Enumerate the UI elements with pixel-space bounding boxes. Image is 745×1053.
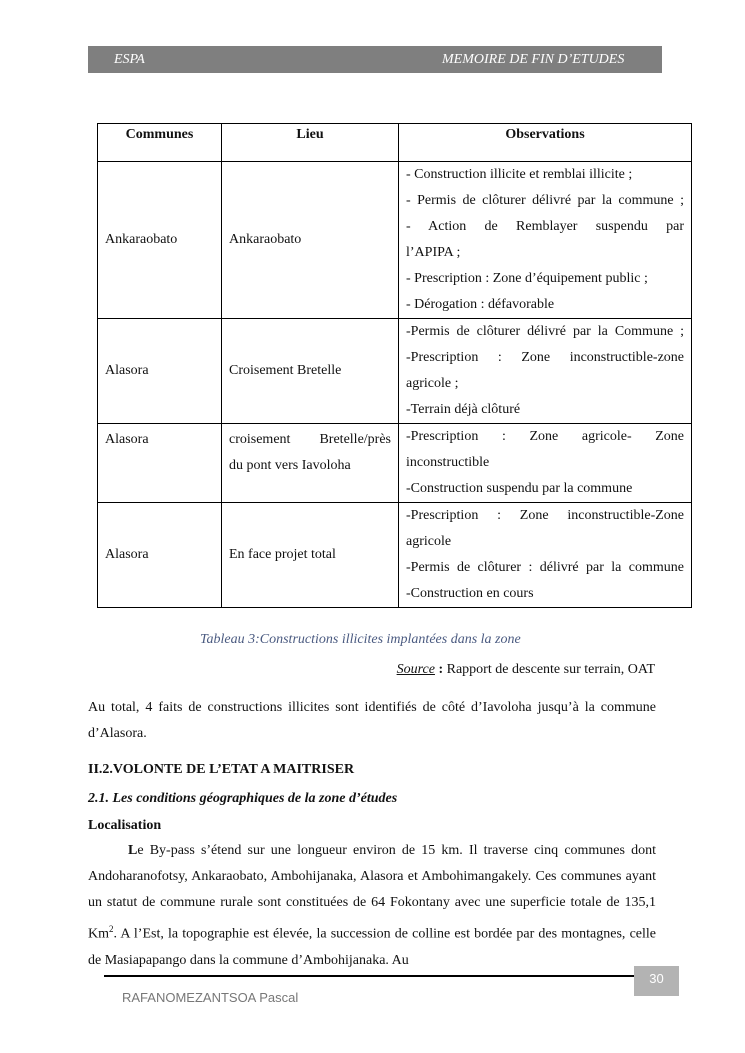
cell-lieu: Ankaraobato [222,162,399,319]
header-left: ESPA [114,52,145,67]
cell-observations [399,319,692,424]
page-number: 30 [634,966,679,996]
observation-line: - Construction illicite et remblai illicite ; [406,167,633,182]
section-heading: II.2.VOLONTE DE L’ETAT A MAITRISER [88,762,355,777]
table-caption: Tableau 3:Constructions illicites implantées dans la zone [200,632,521,647]
source-text: Rapport de descente sur terrain, OAT [446,662,655,677]
observation-line: - Dérogation : défavorable [406,297,555,312]
constructions-table [97,123,692,608]
observation-line: agricole ; [406,376,459,391]
column-header: Observations [399,124,692,162]
cell-lieu [222,424,399,503]
table-row [98,319,692,424]
paragraph-text: e By-pass s’étend sur une longueur environ de 15 km. Il traverse cinq communes dont Andoharanofotsy, Ankaraobato, Ambohijanaka, Alasora et Ambohimangakely. Ces communes ayant un statut de commune rurale sont constituées de 64 Fokontany avec une superficie totale de 135,1 Km [88,843,656,942]
observation-line: -Prescription : Zone inconstructible-Zone [406,508,684,523]
observation-line: -Construction en cours [406,586,534,601]
observation-line: -Permis de clôturer : délivré par la commune [406,560,684,575]
observation-line: -Construction suspendu par la commune [406,481,633,496]
cell-commune: Alasora [98,319,222,424]
lieu-line: du pont vers Iavoloha [229,458,351,473]
observation-line: inconstructible [406,455,490,470]
cell-lieu: Croisement Bretelle [222,319,399,424]
cell-commune: Alasora [98,503,222,608]
footer-author: RAFANOMEZANTSOA Pascal [122,990,299,1005]
observation-line: - Action de Remblayer suspendu par [406,219,684,234]
lieu-line: croisement Bretelle/près [229,432,391,447]
observation-line: - Permis de clôturer délivré par la commune ; [406,193,684,208]
table-row [98,503,692,608]
cell-observations [399,162,692,319]
source-label: Source [396,662,435,677]
localisation-heading: Localisation [88,818,162,833]
column-header: Lieu [222,124,399,162]
dropcap-letter: L [128,843,138,858]
header-right: MEMOIRE DE FIN D’ETUDES [442,52,625,67]
header-bar [88,46,662,73]
cell-observations [399,424,692,503]
cell-observations [399,503,692,608]
source-separator: : [434,662,447,677]
observation-line: - Prescription : Zone d’équipement public ; [406,271,648,286]
table-row [98,162,692,319]
observation-line: agricole [406,534,452,549]
cell-commune: Alasora [98,424,222,503]
cell-lieu: En face projet total [222,503,399,608]
column-header: Communes [98,124,222,162]
superscript: 2 [109,924,114,934]
source-line [397,662,655,678]
paragraph-text-end: . A l’Est, la topographie est élevée, la succession de colline est bordée par des montagnes, celle de Masiapapango dans la commune d’Ambohijanaka. Au [88,926,656,968]
cell-commune: Ankaraobato [98,162,222,319]
observation-line: l’APIPA ; [406,245,461,260]
observation-line: -Terrain déjà clôturé [406,402,521,417]
observation-line: -Prescription : Zone inconstructible-zone [406,350,684,365]
paragraph-localisation [88,838,656,974]
table-header-row [98,124,692,162]
paragraph-total: Au total, 4 faits de constructions illicites sont identifiés de côté d’Iavoloha jusqu’à la commune d’Alasora. [88,700,656,741]
observation-line: -Permis de clôturer délivré par la Commune ; [406,324,684,339]
table-row [98,424,692,503]
footer-divider [104,975,635,977]
subsection-heading: 2.1. Les conditions géographiques de la zone d’études [88,791,398,806]
observation-line: -Prescription : Zone agricole- Zone [406,429,684,444]
